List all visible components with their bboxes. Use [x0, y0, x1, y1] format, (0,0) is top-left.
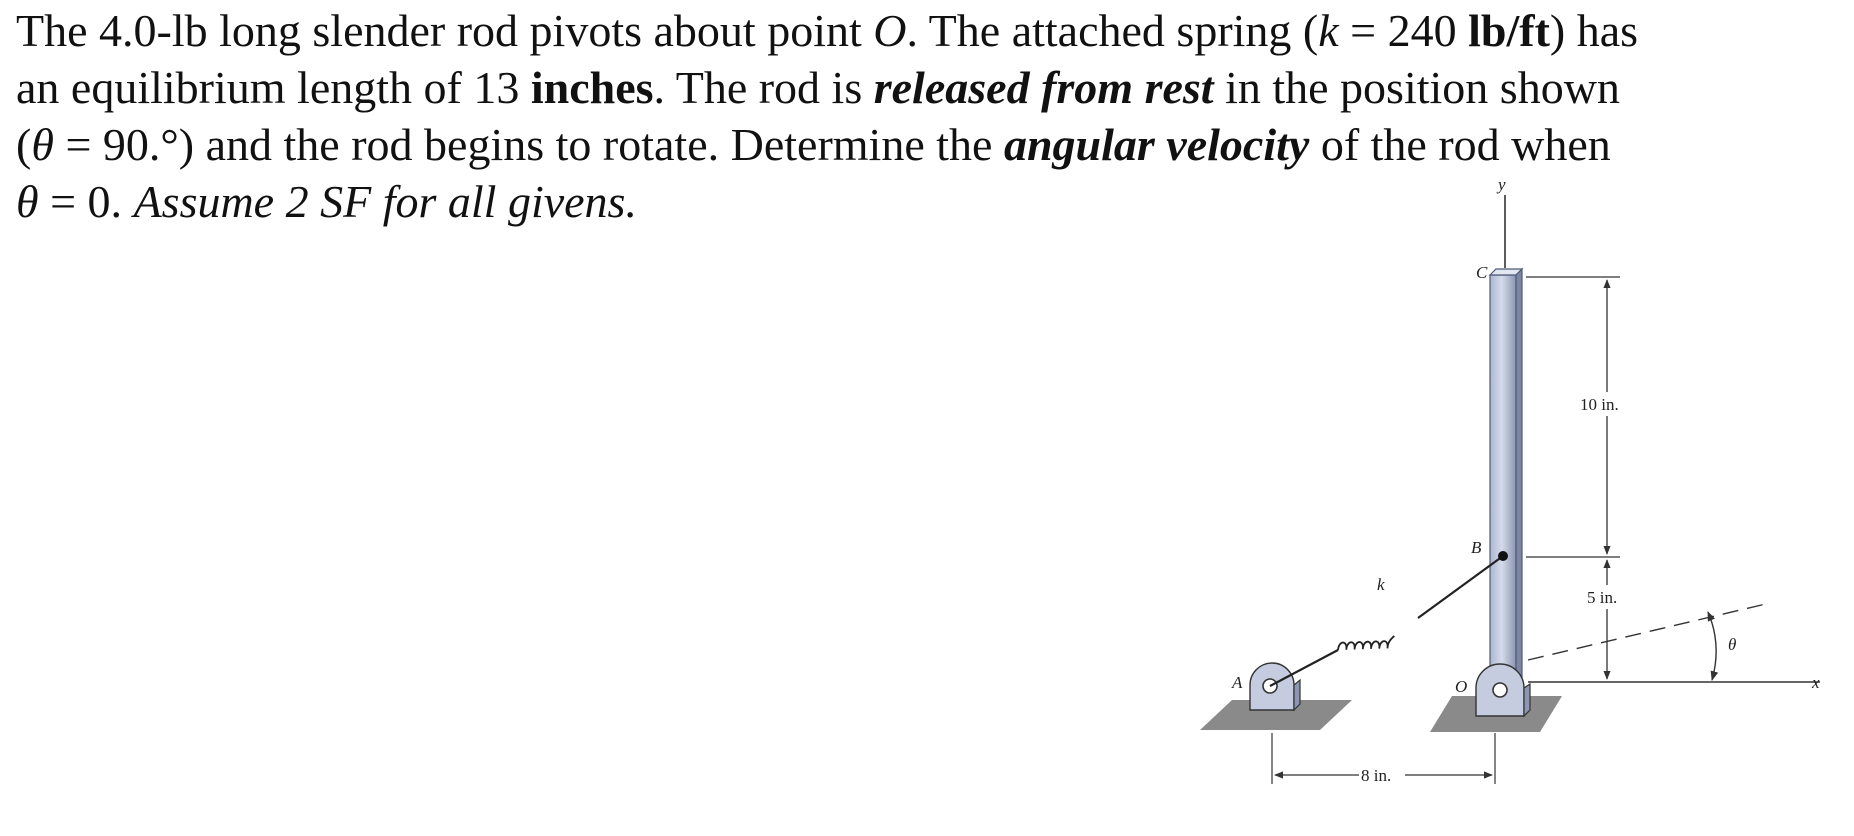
- released-from-rest-emphasis: released from rest: [873, 62, 1214, 113]
- text-span: . The attached spring (: [906, 5, 1319, 56]
- text-span: = 240: [1338, 5, 1469, 56]
- assumption-note: Assume 2 SF for all givens.: [133, 176, 637, 227]
- theta-symbol: θ: [31, 119, 54, 170]
- text-span: . The rod is: [653, 62, 874, 113]
- dimension-5in-label: 5 in.: [1587, 588, 1618, 607]
- point-o-label: O: [873, 5, 907, 56]
- rod: [1490, 275, 1516, 692]
- text-span: = 0.: [38, 176, 134, 227]
- pivot-bracket-a-side: [1294, 680, 1300, 710]
- point-c-label: C: [1476, 263, 1488, 282]
- spring-k-label: k: [1377, 575, 1385, 594]
- spring-unit: lb/ft: [1468, 5, 1550, 56]
- point-b-label: B: [1471, 538, 1482, 557]
- theta-arc: [1708, 612, 1716, 680]
- problem-line-1: [16, 2, 1756, 59]
- x-axis-label: x: [1812, 673, 1820, 692]
- text-span: = 90.°) and the rod begins to rotate. Determine the: [53, 119, 1004, 170]
- pivot-pin-o: [1493, 683, 1507, 697]
- dimension-8in-label: 8 in.: [1361, 766, 1392, 785]
- text-span: The 4.0-lb long slender rod pivots about point: [16, 5, 874, 56]
- text-span: an equilibrium length of 13: [16, 62, 531, 113]
- length-unit: inches: [530, 62, 654, 113]
- text-span: in the position shown: [1213, 62, 1620, 113]
- text-span: (: [16, 119, 32, 170]
- theta-label: θ: [1728, 635, 1737, 654]
- dimension-10in-label: 10 in.: [1580, 395, 1619, 414]
- text-span: of the rod when: [1309, 119, 1611, 170]
- pivot-bracket-o-side: [1524, 684, 1530, 716]
- text-span: ) has: [1549, 5, 1639, 56]
- y-axis-label: y: [1498, 175, 1506, 194]
- point-a-label: A: [1232, 673, 1243, 692]
- rod-side-face: [1516, 269, 1522, 692]
- problem-line-3: [16, 116, 1756, 173]
- angular-velocity-emphasis: angular velocity: [1003, 119, 1310, 170]
- point-o-label: O: [1455, 677, 1468, 696]
- spring-constant-symbol: k: [1318, 5, 1339, 56]
- spring-coil: [1336, 628, 1397, 661]
- theta-symbol: θ: [16, 176, 39, 227]
- point-b-dot: [1498, 551, 1508, 561]
- problem-line-2: [16, 59, 1756, 116]
- rod-spring-diagram: [1180, 170, 1854, 836]
